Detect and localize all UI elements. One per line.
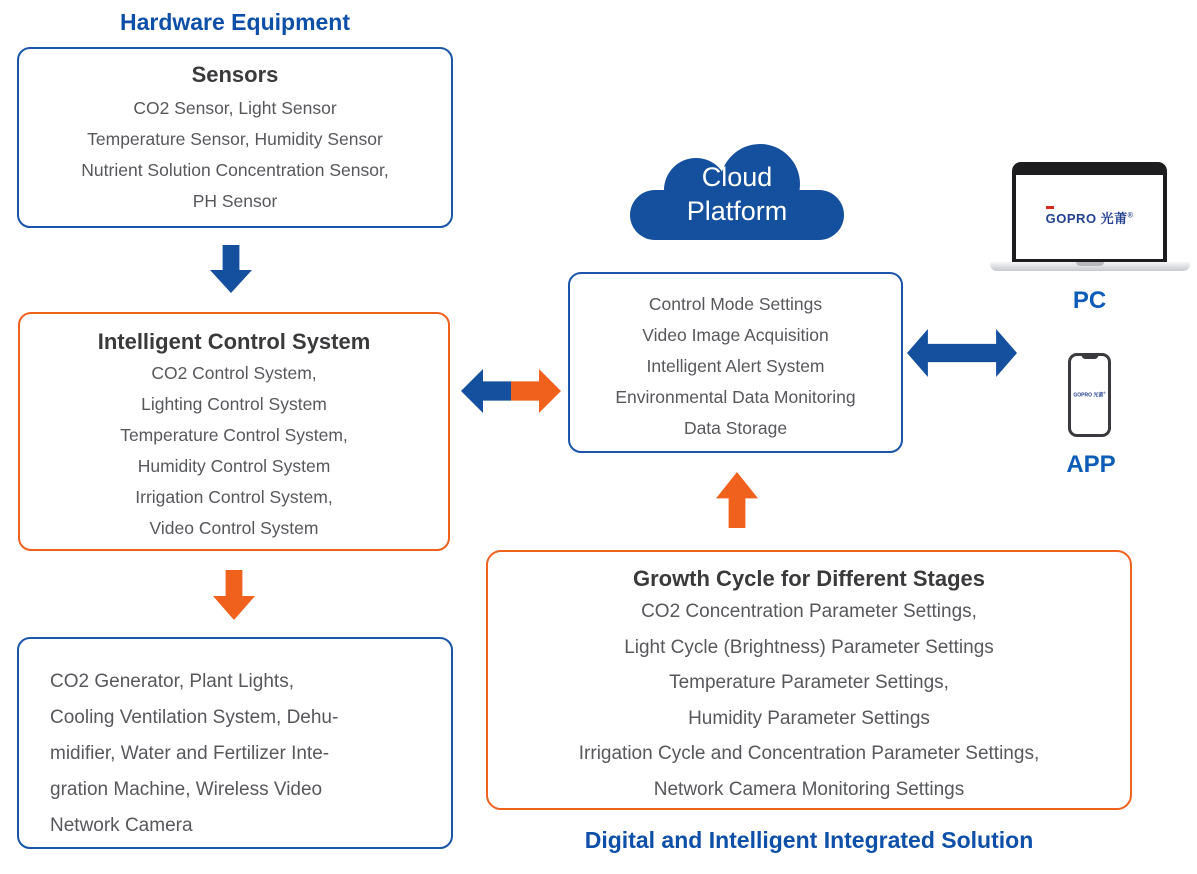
- sensors-box: [17, 47, 453, 228]
- devices-line: Network Camera: [50, 815, 193, 836]
- cloud-platform-shape: [630, 144, 844, 240]
- control-line: Video Control System: [149, 518, 319, 538]
- platform-line: Video Image Acquisition: [642, 325, 829, 345]
- platform-line: Intelligent Alert System: [646, 356, 825, 376]
- sensors-line: CO2 Sensor, Light Sensor: [133, 98, 337, 118]
- growth-line: Light Cycle (Brightness) Parameter Settings: [624, 636, 994, 658]
- laptop-base-notch: [1076, 262, 1104, 266]
- gopro-logo-text: GOPRO 光莆: [1045, 210, 1128, 226]
- growth-box-title: Growth Cycle for Different Stages: [632, 566, 986, 591]
- hardware-equipment-title: Hardware Equipment: [119, 9, 351, 35]
- smartphone-icon: [1068, 353, 1111, 437]
- arrow-right-orange-half: [511, 369, 561, 413]
- cloud-label-line2: Platform: [686, 196, 788, 226]
- phone-logo-text: GOPRO 光莆: [1073, 392, 1104, 399]
- registered-mark: ®: [1127, 212, 1134, 220]
- sensors-line: Temperature Sensor, Humidity Sensor: [87, 129, 383, 149]
- pc-label: PC: [1072, 287, 1107, 314]
- arrow-down-orange-icon: [213, 570, 255, 620]
- platform-line: Control Mode Settings: [648, 294, 823, 314]
- phone-gopro-logo: [1073, 391, 1105, 399]
- cloud-platform-label: [630, 144, 844, 240]
- devices-line: gration Machine, Wireless Video: [50, 779, 323, 800]
- sensors-line: PH Sensor: [192, 191, 278, 211]
- phone-notch: [1081, 355, 1098, 359]
- devices-line: CO2 Generator, Plant Lights,: [50, 671, 294, 692]
- growth-line: Temperature Parameter Settings,: [669, 672, 949, 693]
- control-line: Temperature Control System,: [120, 425, 348, 445]
- cloud-label-line1: Cloud: [701, 162, 773, 192]
- intelligent-control-system-box: [18, 312, 450, 551]
- arrow-up-orange-icon: [716, 472, 758, 528]
- control-box-title: Intelligent Control System: [97, 329, 371, 354]
- arrow-down-blue-icon: [210, 245, 252, 293]
- laptop-base: [990, 262, 1190, 271]
- devices-line: Cooling Ventilation System, Dehu-: [50, 707, 339, 728]
- bidirectional-arrow-blue-icon: [907, 329, 1017, 377]
- actuator-devices-box: [17, 637, 453, 849]
- integrated-solution-title: Digital and Intelligent Integrated Solution: [584, 827, 1034, 853]
- arrow-left-blue-half: [461, 369, 511, 413]
- registered-mark: ®: [1103, 391, 1106, 396]
- platform-line: Data Storage: [683, 418, 788, 438]
- sensors-box-title: Sensors: [191, 62, 279, 87]
- growth-line: CO2 Concentration Parameter Settings,: [641, 601, 977, 622]
- laptop-icon: [1012, 162, 1167, 263]
- control-line: CO2 Control System,: [151, 363, 317, 383]
- control-line: Humidity Control System: [137, 456, 331, 476]
- gopro-logo: [1046, 208, 1134, 227]
- growth-line: Irrigation Cycle and Concentration Parameter Settings,: [578, 743, 1040, 764]
- bidirectional-arrow-blue-orange-icon: [461, 369, 561, 413]
- control-line: Irrigation Control System,: [135, 487, 333, 507]
- sensors-line: Nutrient Solution Concentration Sensor,: [81, 160, 389, 180]
- growth-cycle-box: [486, 550, 1132, 810]
- devices-line: midifier, Water and Fertilizer Inte-: [50, 743, 330, 764]
- platform-line: Environmental Data Monitoring: [615, 387, 856, 407]
- growth-line: Network Camera Monitoring Settings: [653, 778, 965, 800]
- app-label: APP: [1066, 451, 1116, 478]
- growth-line: Humidity Parameter Settings: [688, 707, 930, 729]
- cloud-platform-functions-box: [568, 272, 903, 453]
- control-line: Lighting Control System: [141, 394, 327, 414]
